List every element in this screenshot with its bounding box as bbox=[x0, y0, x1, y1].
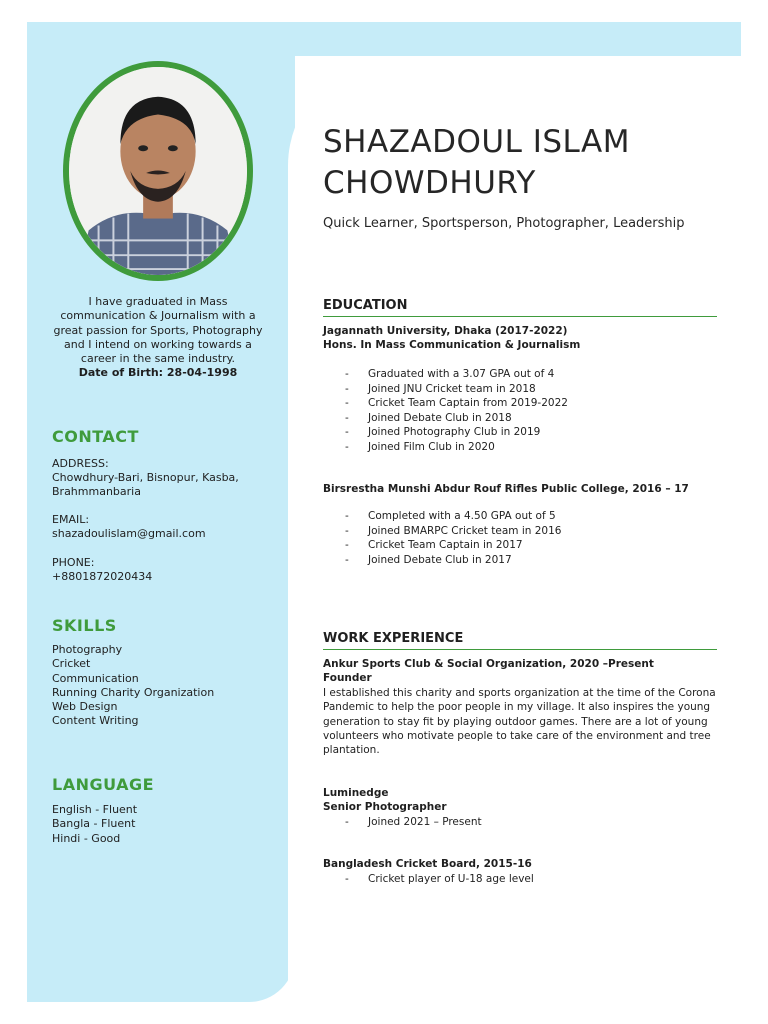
work-heading: WORK EXPERIENCE bbox=[323, 631, 464, 646]
list-item: - Cricket player of U-18 age level bbox=[345, 873, 534, 885]
language-heading: LANGUAGE bbox=[52, 775, 155, 794]
list-item: Content Writing bbox=[52, 714, 139, 728]
work-bullets bbox=[345, 872, 725, 887]
section-divider bbox=[323, 316, 717, 317]
work-role: Founder bbox=[323, 672, 372, 684]
list-item: - Joined JNU Cricket team in 2018 bbox=[345, 382, 536, 395]
email-value[interactable]: shazadoulislam@gmail.com bbox=[52, 527, 206, 540]
header-band bbox=[280, 22, 741, 56]
list-item: - Cricket Team Captain in 2017 bbox=[345, 539, 523, 551]
work-description: I established this charity and sports organization at the time of the Corona Pandemic to help the poor people in my village. It also inspires the young generation to stay fit by playing outdoor games. There are a lot of young volunteers who motivate people to take care of the environment and tree plantation. bbox=[323, 687, 716, 757]
list-item: Cricket bbox=[52, 657, 91, 671]
address-value: Chowdhury-Bari, Bisnopur, Kasba, Brahmmanbaria bbox=[52, 471, 239, 499]
education-subtitle: Hons. In Mass Communication & Journalism bbox=[323, 339, 581, 351]
phone-label: PHONE: bbox=[52, 556, 95, 569]
work-title: Ankur Sports Club & Social Organization, 2020 –Present bbox=[323, 658, 654, 670]
list-item: - Joined Film Club in 2020 bbox=[345, 440, 495, 453]
list-item: English - Fluent bbox=[52, 803, 138, 816]
list-item: - Cricket Team Captain from 2019-2022 bbox=[345, 397, 568, 409]
work-role: Senior Photographer bbox=[323, 801, 447, 813]
education-title: Jagannath University, Dhaka (2017-2022) bbox=[323, 325, 568, 337]
name-line-2: CHOWDHURY bbox=[323, 165, 536, 201]
tagline: Quick Learner, Sportsperson, Photographer, Leadership bbox=[323, 216, 685, 231]
list-item: - Joined 2021 – Present bbox=[345, 816, 482, 828]
about-summary bbox=[52, 295, 264, 381]
candidate-name bbox=[323, 122, 630, 204]
skills-list bbox=[52, 643, 282, 729]
list-item: - Joined Photography Club in 2019 bbox=[345, 426, 541, 438]
list-item: - Completed with a 4.50 GPA out of 5 bbox=[345, 510, 556, 522]
list-item: Hindi - Good bbox=[52, 831, 121, 845]
address-label: ADDRESS: bbox=[52, 457, 109, 470]
skills-heading: SKILLS bbox=[52, 616, 117, 635]
list-item: Bangla - Fluent bbox=[52, 817, 136, 831]
work-title: Bangladesh Cricket Board, 2015-16 bbox=[323, 858, 532, 870]
list-item: - Joined BMARPC Cricket team in 2016 bbox=[345, 524, 562, 537]
education-heading: EDUCATION bbox=[323, 298, 408, 313]
language-list bbox=[52, 803, 282, 846]
list-item: - Joined Debate Club in 2018 bbox=[345, 411, 512, 424]
list-item: Photography bbox=[52, 643, 123, 656]
list-item: - Joined Debate Club in 2017 bbox=[345, 553, 512, 566]
date-of-birth: Date of Birth: 28-04-1998 bbox=[78, 366, 238, 380]
work-title: Luminedge bbox=[323, 787, 389, 799]
list-item: - Graduated with a 3.07 GPA out of 4 bbox=[345, 368, 555, 380]
list-item: Running Charity Organization bbox=[52, 685, 215, 699]
email-label: EMAIL: bbox=[52, 513, 90, 526]
education-bullets bbox=[345, 367, 725, 454]
section-divider bbox=[323, 649, 717, 650]
list-item: Web Design bbox=[52, 700, 118, 714]
education-bullets bbox=[345, 509, 725, 567]
about-text: I have graduated in Mass communication & Journalism with a great passion for Sports, Photography and I intend on working towards a career in the same industry. bbox=[53, 295, 263, 366]
education-title: Birsrestha Munshi Abdur Rouf Rifles Public College, 2016 – 17 bbox=[323, 483, 689, 495]
name-line-1: SHAZADOUL ISLAM bbox=[323, 124, 630, 160]
work-bullets bbox=[345, 815, 725, 830]
contact-heading: CONTACT bbox=[52, 427, 139, 446]
phone-value[interactable]: +8801872020434 bbox=[52, 570, 153, 583]
profile-photo bbox=[63, 61, 253, 281]
list-item: Communication bbox=[52, 671, 139, 685]
